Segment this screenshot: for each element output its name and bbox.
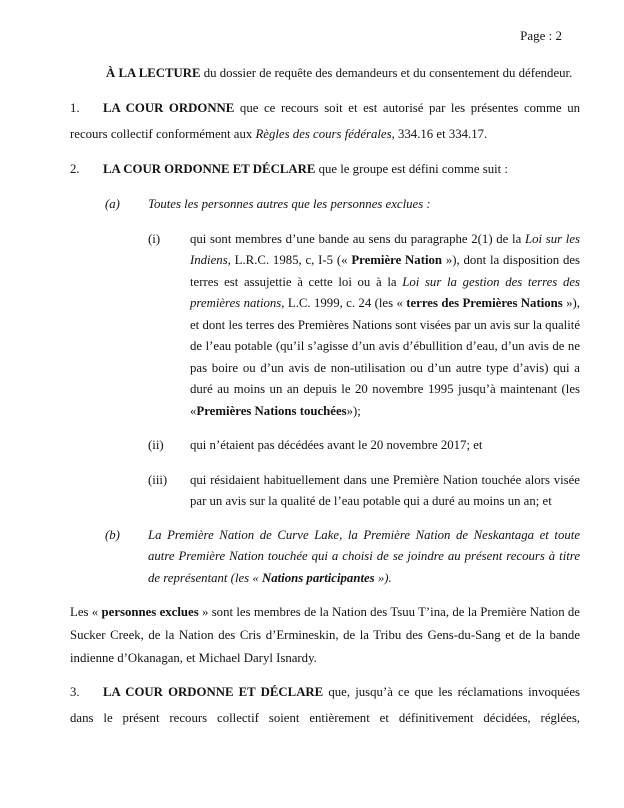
item-ii-label: (ii) [148,438,164,452]
paragraph-2-text: que le groupe est défini comme suit : [315,162,508,176]
item-b [70,525,580,590]
item-i-term-1: Première Nation [351,253,443,267]
item-ii [70,435,580,457]
item-i-label: (i) [148,231,161,246]
item-i-term-2: terres des Premières Nations [406,296,563,310]
item-i-run-5: »), et dont les terres des Premières Nations sont visées par un avis sur la qualité de l’eau potable (qu’il s’agisse d’un avis d’ébullition d’eau, d’un avis de ne pas boire ou d’un avis de non-utilisation ou d’un autre type d’avis) qui a duré au moins un an depuis le 20 novembre 1995 jusqu’à maintenant (les « [190,296,580,418]
paragraph-2-number: 2. [70,162,80,176]
paragraph-1-heading: LA COUR ORDONNE [103,101,235,115]
paragraph-exclues [70,601,580,670]
item-iii-text: qui résidaient habituellement dans une Première Nation touchée alors visée par un avis sur la qualité de l’eau potable qui a duré au moins un an; et [190,472,580,508]
paragraph-3-heading: LA COUR ORDONNE ET DÉCLARE [103,685,324,699]
item-a-text: Toutes les personnes autres que les personnes exclues : [148,197,431,211]
paragraph-lecture [70,60,580,86]
paragraph-1-text: que ce recours soit et est autorisé par les présentes comme un recours collectif conformément aux [70,101,580,141]
paragraph-2-heading: LA COUR ORDONNE ET DÉCLARE [103,162,316,176]
item-b-run-2: »). [374,570,392,585]
paragraph-2 [70,156,580,182]
lecture-heading: À LA LECTURE [106,66,201,80]
exclues-run-2: » sont les membres de la Nation des Tsuu T’ina, de la Première Nation de Sucker Creek, de la Nation des Cris d’Ermineskin, de la Tribu des Gens-du-Sang et de la bande indienne d’Okanagan, et Michael Daryl Isnardy. [70,605,580,665]
item-b-text [148,525,580,590]
item-iii-label: (iii) [148,472,168,487]
exclues-run-1: Les « [70,605,102,619]
paragraph-3-number: 3. [70,685,80,699]
item-i-statute-1: Loi sur les Indiens [190,231,580,267]
paragraph-1 [70,95,580,147]
paragraph-1-number: 1. [70,101,80,115]
item-i-run-4: , L.C. 1999, c. 24 (les « [281,296,407,310]
paragraph-3 [70,679,580,731]
page-number: Page : 2 [520,28,562,43]
item-i-statute-2: Loi sur la gestion des terres des premières nations [190,274,580,310]
item-a [70,194,580,216]
item-i-text [190,229,580,423]
exclues-term: personnes exclues [101,605,199,619]
item-i-run-1: qui sont membres d’une bande au sens du paragraphe 2(1) de la [190,231,525,246]
paragraph-3-text: que, jusqu’à ce que les réclamations invoquées dans le présent recours collectif soient entièrement et définitivement décidées, réglées, [70,685,580,725]
lecture-text: du dossier de requête des demandeurs et du consentement du défendeur. [200,66,573,80]
item-iii [70,470,580,513]
item-a-label: (a) [105,197,120,211]
item-b-run-1: La Première Nation de Curve Lake, la Première Nation de Neskantaga et toute autre Première Nation touchée qui a choisi de se joindre au présent recours à titre de représentant (les « [148,527,580,585]
item-i-run-2: , L.R.C. 1985, c, I-5 (« [227,253,352,267]
item-i [70,229,580,423]
item-ii-text: qui n’étaient pas décédées avant le 20 novembre 2017; et [190,438,483,452]
item-i-run-3: »), dont la disposition des terres est assujettie à cette loi ou à la [190,253,581,289]
paragraph-1-statute: Règles des cours fédérales [255,127,392,141]
paragraph-1-text-end: , 334.16 et 334.17. [391,127,488,141]
item-b-term: Nations participantes [261,570,375,585]
item-i-term-3: Premières Nations touchées [196,403,347,418]
item-b-label: (b) [105,527,120,542]
item-i-run-6: »); [346,403,361,418]
